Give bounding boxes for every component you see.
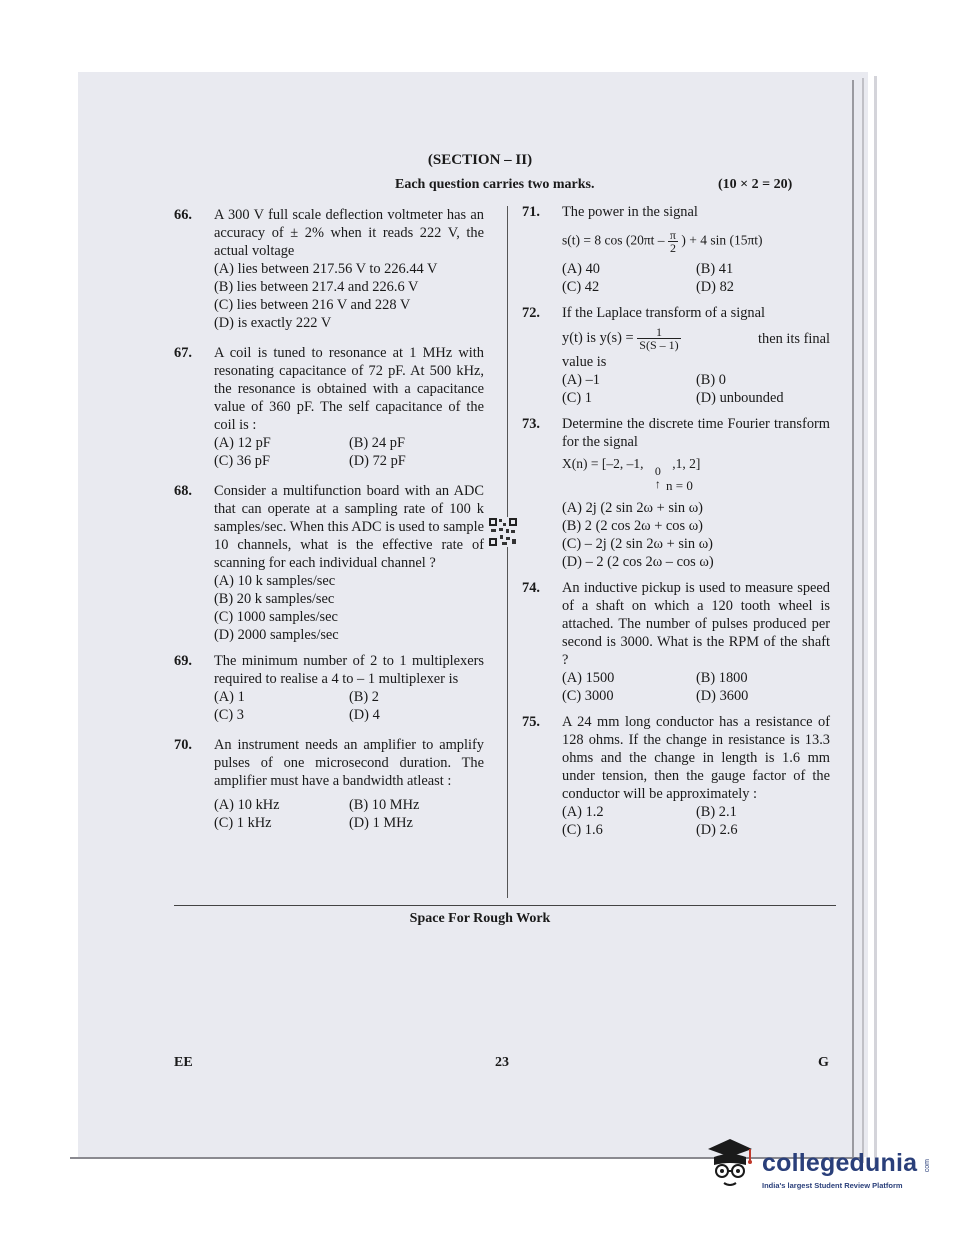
option-b: (B) 41 [696, 261, 734, 277]
question-72 [522, 304, 830, 407]
right-column [522, 203, 830, 839]
footer-subject-code: EE [174, 1055, 193, 1070]
question-74 [522, 579, 830, 705]
question-69 [174, 652, 484, 724]
option-b: (B) 24 pF [349, 435, 405, 451]
question-text: A coil is tuned to resonance at 1 MHz with resonating capacitance of 72 pF. At 500 kHz, the resonance is obtained with a capacitance value of 360 pF. The self capacitance of the coil is : [214, 345, 484, 433]
logo-wordmark: collegedunia [762, 1149, 918, 1177]
question-number: 74. [522, 580, 540, 596]
option-d: (D) – 2 (2 cos 2ω – cos ω) [562, 554, 714, 570]
option-c: (C) 3 [214, 707, 244, 723]
footer-series: G [818, 1055, 829, 1070]
question-text: The minimum number of 2 to 1 multiplexers required to realise a 4 to – 1 multiplexer is [214, 653, 484, 687]
page-edge [852, 80, 854, 1160]
option-a: (A) 40 [562, 261, 600, 277]
question-text: A 300 V full scale deflection voltmeter has an accuracy of ± 2% when it reads 222 V, the actual voltage [214, 207, 484, 259]
question-number: 73. [522, 416, 540, 432]
question-text: Consider a multifunction board with an ADC that can operate at a sampling rate of 100 k samples/sec. When this ADC is used to sample 10 channels, what is the effective rate of scanning for each individual channel ? [214, 483, 484, 571]
option-d: (D) unbounded [696, 390, 784, 406]
question-text: A 24 mm long conductor has a resistance of 128 ohms. If the change in resistance is 13.3 ohms and the change in length is 1.6 mm under tension, then the gauge factor of the conductor will be approximately : [562, 714, 830, 802]
question-71 [522, 203, 830, 296]
option-b: (B) 2.1 [696, 804, 737, 820]
question-75 [522, 713, 830, 839]
question-number: 67. [174, 345, 192, 361]
option-d: (D) is exactly 222 V [214, 315, 332, 331]
question-number: 68. [174, 483, 192, 499]
option-a: (A) 10 kHz [214, 797, 280, 813]
equation: s(t) = 8 cos (20πt – $\frac{\pi}{2}$ ) + 4 sin (15πt) [562, 228, 763, 255]
option-c: (C) 1 kHz [214, 815, 272, 831]
question-text-cont: value is [562, 354, 607, 370]
option-d: (D) 4 [349, 707, 380, 723]
option-a: (A) 1.2 [562, 804, 604, 820]
option-a: (A) 10 k samples/sec [214, 573, 336, 589]
page-edge [874, 76, 877, 1166]
question-text: If the Laplace transform of a signal [562, 305, 765, 321]
question-68 [174, 482, 484, 644]
option-c: (C) 3000 [562, 688, 614, 704]
option-b: (B) 2 [349, 689, 379, 705]
section-subtitle: Each question carries two marks. [395, 177, 595, 192]
option-a: (A) 2j (2 sin 2ω + sin ω) [562, 500, 703, 516]
question-73 [522, 415, 830, 571]
option-b: (B) 10 MHz [349, 797, 420, 813]
question-text: The power in the signal [562, 204, 698, 220]
question-66 [174, 206, 484, 332]
equation: X(n) = [–2, –1, 0 ↑ ,1, 2] [562, 456, 701, 491]
question-number: 72. [522, 305, 540, 321]
option-c: (C) 36 pF [214, 453, 270, 469]
option-c: (C) 42 [562, 279, 600, 295]
page-number: 23 [495, 1055, 509, 1070]
rough-work-divider [174, 905, 836, 906]
logo-mark: com [924, 1159, 931, 1173]
question-text: An instrument needs an amplifier to amplify pulses of one microsecond duration. The amplifier must have a bandwidth atleast : [214, 737, 484, 789]
option-b: (B) lies between 217.4 and 226.6 V [214, 279, 419, 295]
option-d: (D) 3600 [696, 688, 749, 704]
option-d: (D) 2000 samples/sec [214, 627, 339, 643]
column-divider [507, 206, 508, 898]
option-b: (B) 1800 [696, 670, 748, 686]
collegedunia-logo [700, 1135, 940, 1195]
option-d: (D) 1 MHz [349, 815, 413, 831]
graduate-mascot-icon [700, 1135, 760, 1195]
option-a: (A) 1500 [562, 670, 615, 686]
arrow-up-icon: ↑ [654, 477, 661, 491]
fraction: $\frac{1}{S(S - 1)}$ [639, 325, 679, 352]
page-edge [862, 78, 864, 1163]
question-text: Determine the discrete time Fourier transform for the signal [562, 416, 830, 450]
fraction: $\frac{\pi}{2}$ [669, 228, 676, 255]
section-marks: (10 × 2 = 20) [718, 177, 793, 192]
option-b: (B) 2 (2 cos 2ω + cos ω) [562, 518, 703, 534]
option-c: (C) 1.6 [562, 822, 603, 838]
question-67 [174, 344, 484, 470]
option-c: (C) 1 [562, 390, 592, 406]
option-c: (C) 1000 samples/sec [214, 609, 338, 625]
option-b: (B) 0 [696, 372, 726, 388]
question-number: 66. [174, 207, 192, 223]
option-a: (A) lies between 217.56 V to 226.44 V [214, 261, 438, 277]
left-column [174, 206, 484, 832]
question-number: 69. [174, 653, 192, 669]
question-number: 71. [522, 204, 540, 220]
section-title: (SECTION – II) [427, 152, 533, 168]
option-d: (D) 2.6 [696, 822, 738, 838]
rough-work-label: Space For Rough Work [409, 911, 551, 926]
option-c: (C) lies between 216 V and 228 V [214, 297, 411, 313]
option-d: (D) 72 pF [349, 453, 406, 469]
question-text: An inductive pickup is used to measure speed of a shaft on which a 120 tooth wheel is attached. The number of pulses produced per second is 3000. What is the RPM of the shaft ? [562, 580, 830, 668]
option-a: (A) –1 [562, 372, 600, 388]
equation-index: n = 0 [666, 478, 693, 493]
option-a: (A) 12 pF [214, 435, 271, 451]
equation: y(t) is y(s) = $\frac{1}{S(S - 1)}$ then its final [562, 325, 830, 352]
option-d: (D) 82 [696, 279, 734, 295]
option-a: (A) 1 [214, 689, 245, 705]
logo-tagline: India's largest Student Review Platform [762, 1181, 903, 1190]
option-b: (B) 20 k samples/sec [214, 591, 335, 607]
qr-code-icon [488, 517, 518, 547]
option-c: (C) – 2j (2 sin 2ω + sin ω) [562, 536, 713, 552]
question-number: 70. [174, 737, 192, 753]
question-70 [174, 736, 484, 832]
question-number: 75. [522, 714, 540, 730]
